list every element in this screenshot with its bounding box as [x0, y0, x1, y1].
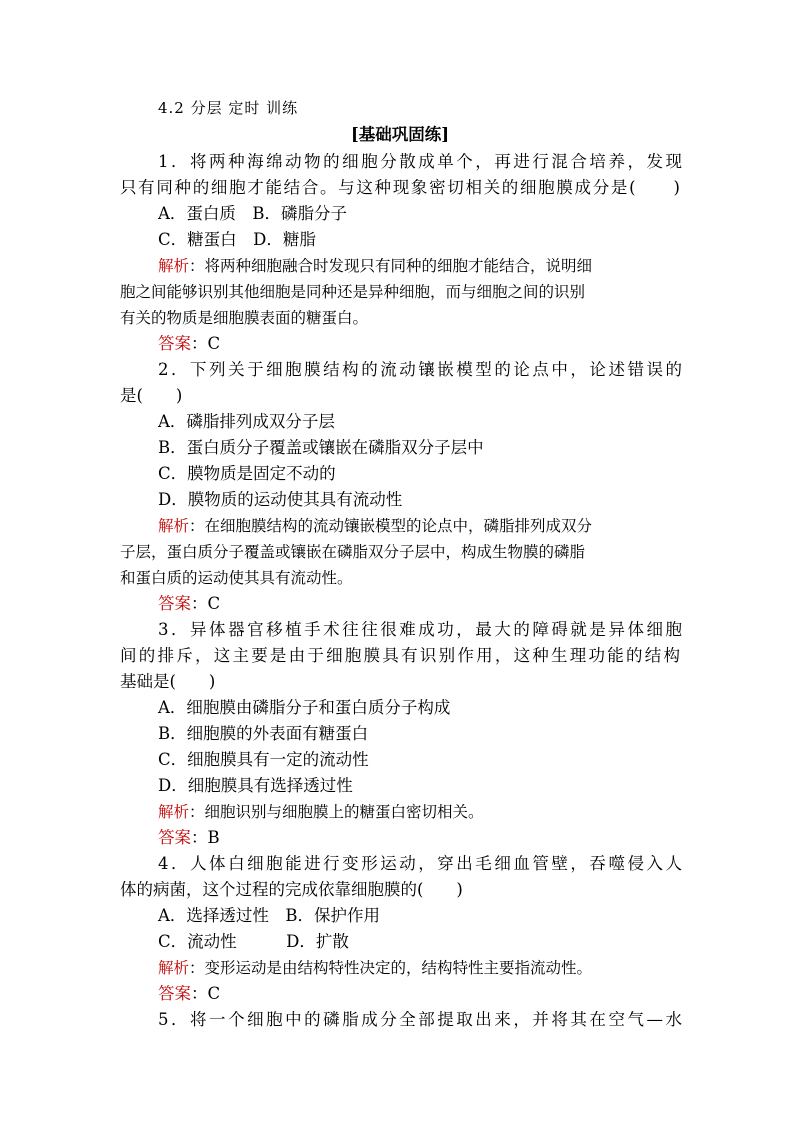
question-3-option-d: D．细胞膜具有选择透过性 [158, 776, 353, 795]
question-1-analysis-line-2: 胞之间能够识别其他细胞是同种还是异种细胞，而与细胞之间的识别 [120, 283, 586, 301]
question-3-option-c: C．细胞膜具有一定的流动性 [158, 750, 369, 769]
question-5-line-1: 5．将一个细胞中的磷脂成分全部提取出来，并将其在空气—水 [158, 1010, 682, 1029]
question-4-analysis [158, 955, 682, 981]
question-2-option-b: B．蛋白质分子覆盖或镶嵌在磷脂双分子层中 [158, 438, 484, 457]
answer-label: 答案 [158, 984, 191, 1003]
question-2-analysis-line-2: 子层，蛋白质分子覆盖或镶嵌在磷脂双分子层中，构成生物膜的磷脂 [120, 543, 586, 561]
answer-text: ：C [191, 594, 221, 613]
question-3-option-b: B．细胞膜的外表面有糖蛋白 [158, 724, 369, 743]
answer-text: ：C [191, 334, 221, 353]
analysis-text: ：变形运动是由结构特性决定的，结构特性主要指流动性。 [189, 959, 593, 977]
question-2-option-a: A．磷脂排列成双分子层 [158, 412, 335, 431]
question-3-line-3: 基础是( ) [120, 672, 216, 691]
question-4-answer [158, 981, 682, 1007]
question-1-analysis-line-3: 有关的物质是细胞膜表面的糖蛋白。 [120, 309, 369, 327]
answer-label: 答案 [158, 828, 191, 847]
analysis-text: ：在细胞膜结构的流动镶嵌模型的论点中，磷脂排列成双分 [189, 517, 593, 535]
question-4-options-ab: A．选择透过性 B．保护作用 [158, 906, 381, 925]
answer-label: 答案 [158, 334, 191, 353]
question-4-line-2: 体的病菌，这个过程的完成依靠细胞膜的( ) [120, 880, 463, 899]
question-1-line-1: 1．将两种海绵动物的细胞分散成单个，再进行混合培养，发现 [158, 152, 682, 171]
question-1-answer [158, 331, 682, 357]
question-4-line-1: 4．人体白细胞能进行变形运动，穿出毛细血管壁，吞噬侵入人 [158, 854, 682, 873]
question-2-option-c: C．膜物质是固定不动的 [158, 464, 336, 483]
question-1-options-cd: C．糖蛋白 D．糖脂 [158, 230, 316, 249]
question-3-line-1: 3．异体器官移植手术往往很难成功，最大的障碍就是异体细胞 [158, 620, 682, 639]
analysis-text: ：细胞识别与细胞膜上的糖蛋白密切相关。 [189, 803, 484, 821]
analysis-label: 解析 [158, 803, 190, 821]
analysis-label: 解析 [158, 959, 190, 977]
question-1-analysis-line-1 [158, 253, 682, 279]
question-3-analysis [158, 799, 682, 825]
question-1-options-ab: A．蛋白质 B．磷脂分子 [158, 204, 348, 223]
question-2-analysis-line-1 [158, 513, 682, 539]
question-3-answer [158, 825, 682, 851]
answer-text: ：B [191, 828, 220, 847]
question-2-analysis-line-3: 和蛋白质的运动使其具有流动性。 [120, 569, 353, 587]
question-2-line-1: 2．下列关于细胞膜结构的流动镶嵌模型的论点中，论述错误的 [158, 360, 682, 379]
analysis-label: 解析 [158, 517, 190, 535]
answer-text: ：C [191, 984, 221, 1003]
question-2-option-d: D．膜物质的运动使其具有流动性 [158, 490, 403, 509]
section-title: [基础巩固练] [350, 125, 450, 144]
answer-label: 答案 [158, 594, 191, 613]
question-1-line-2: 只有同种的细胞才能结合。与这种现象密切相关的细胞膜成分是( ) [120, 178, 680, 197]
question-2-answer [158, 591, 682, 617]
question-3-line-2: 间的排斥，这主要是由于细胞膜具有识别作用，这种生理功能的结构 [120, 646, 680, 665]
page-header: 4.2 分层 定时 训练 [158, 99, 299, 117]
analysis-label: 解析 [158, 257, 190, 275]
question-2-line-2: 是( ) [120, 386, 183, 405]
question-3-option-a: A．细胞膜由磷脂分子和蛋白质分子构成 [158, 698, 451, 717]
question-4-options-cd: C．流动性 D．扩散 [158, 932, 349, 951]
analysis-text: ：将两种细胞融合时发现只有同种的细胞才能结合，说明细 [189, 257, 593, 275]
